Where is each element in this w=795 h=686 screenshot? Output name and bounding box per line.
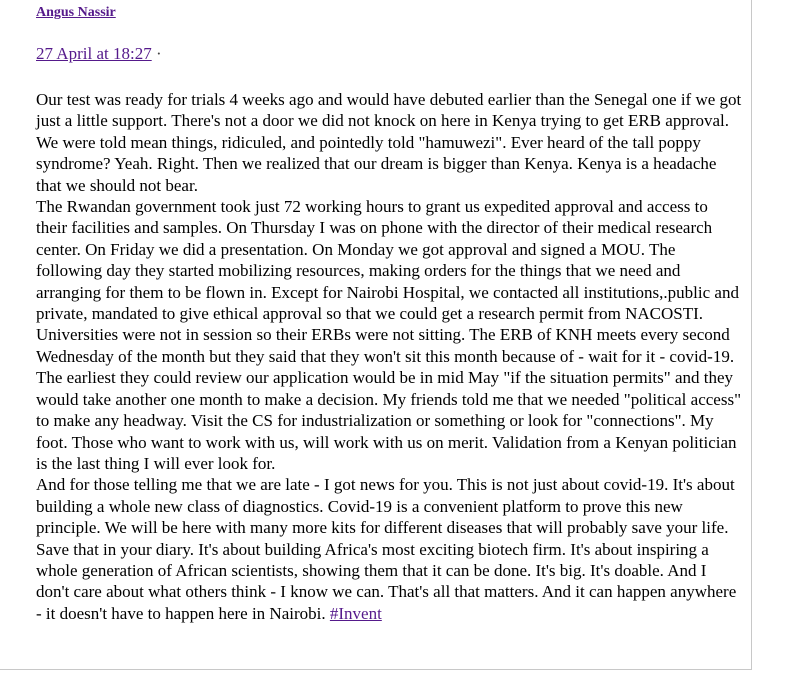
post-paragraph: The Rwandan government took just 72 working hours to grant us expedited approval and access to their facilities and samples. On Thursday I was on phone with the director of their medical research center. On Friday we did a presentation. On Monday we got approval and signed a MOU. The following day they started mobilizing resources, making orders for the things that we need and arranging for them to be flown in. Except for Nairobi Hospital, we contacted all institutions,.public and private, mandated to give ethical approval so that we could get a research permit from NACOSTI. Universities were not in session so their ERBs were not sitting. The ERB of KNH meets every second Wednesday of the month but they said that they won't sit this month because of - wait for it - covid-19. The earliest they could review our application would be in mid May "if the situation permits" and they would take another one month to make a decision. My friends told me that we needed "political access" to make any headway. Visit the CS for industrialization or something or look for "connections". My foot. Those who want to work with us, will work with us on merit. Validation from a Kenyan politician is the last thing I will ever look for. [36, 197, 742, 473]
hashtag-link[interactable]: #Invent [329, 603, 382, 623]
post-paragraph-last [36, 474, 742, 624]
post-paragraph-text: And for those telling me that we are late - I got news for you. This is not just about covid-19. It's about building a whole new class of diagnostics. Covid-19 is a convenient platform to prove this new principle. We will be here with many more kits for different diseases that will probably save your life. Save that in your diary. It's about building Africa's most exciting biotech firm. It's about inspiring a whole generation of African scientists, showing them that it can be done. It's big. It's doable. And I don't care about what others think - I know we can. That's all that matters. And it can happen anywhere - it doesn't have to happen here in Nairobi. [36, 475, 737, 623]
post-paragraph: Our test was ready for trials 4 weeks ago and would have debuted earlier than the Senegal one if we got just a little support. There's not a door we did not knock on here in Kenya trying to get ERB approval. We were told mean things, ridiculed, and pointedly told "hamuwezi". Ever heard of the tall poppy syndrome? Yeah. Right. Then we realized that our dream is bigger than Kenya. Kenya is a headache that we should not bear. [36, 90, 742, 195]
meta-separator: · [155, 44, 162, 63]
timestamp-link[interactable]: 27 April at 18:27 [36, 44, 152, 63]
post-body [36, 89, 742, 624]
author-link[interactable]: Angus Nassir [36, 5, 116, 20]
post-meta [36, 43, 162, 65]
